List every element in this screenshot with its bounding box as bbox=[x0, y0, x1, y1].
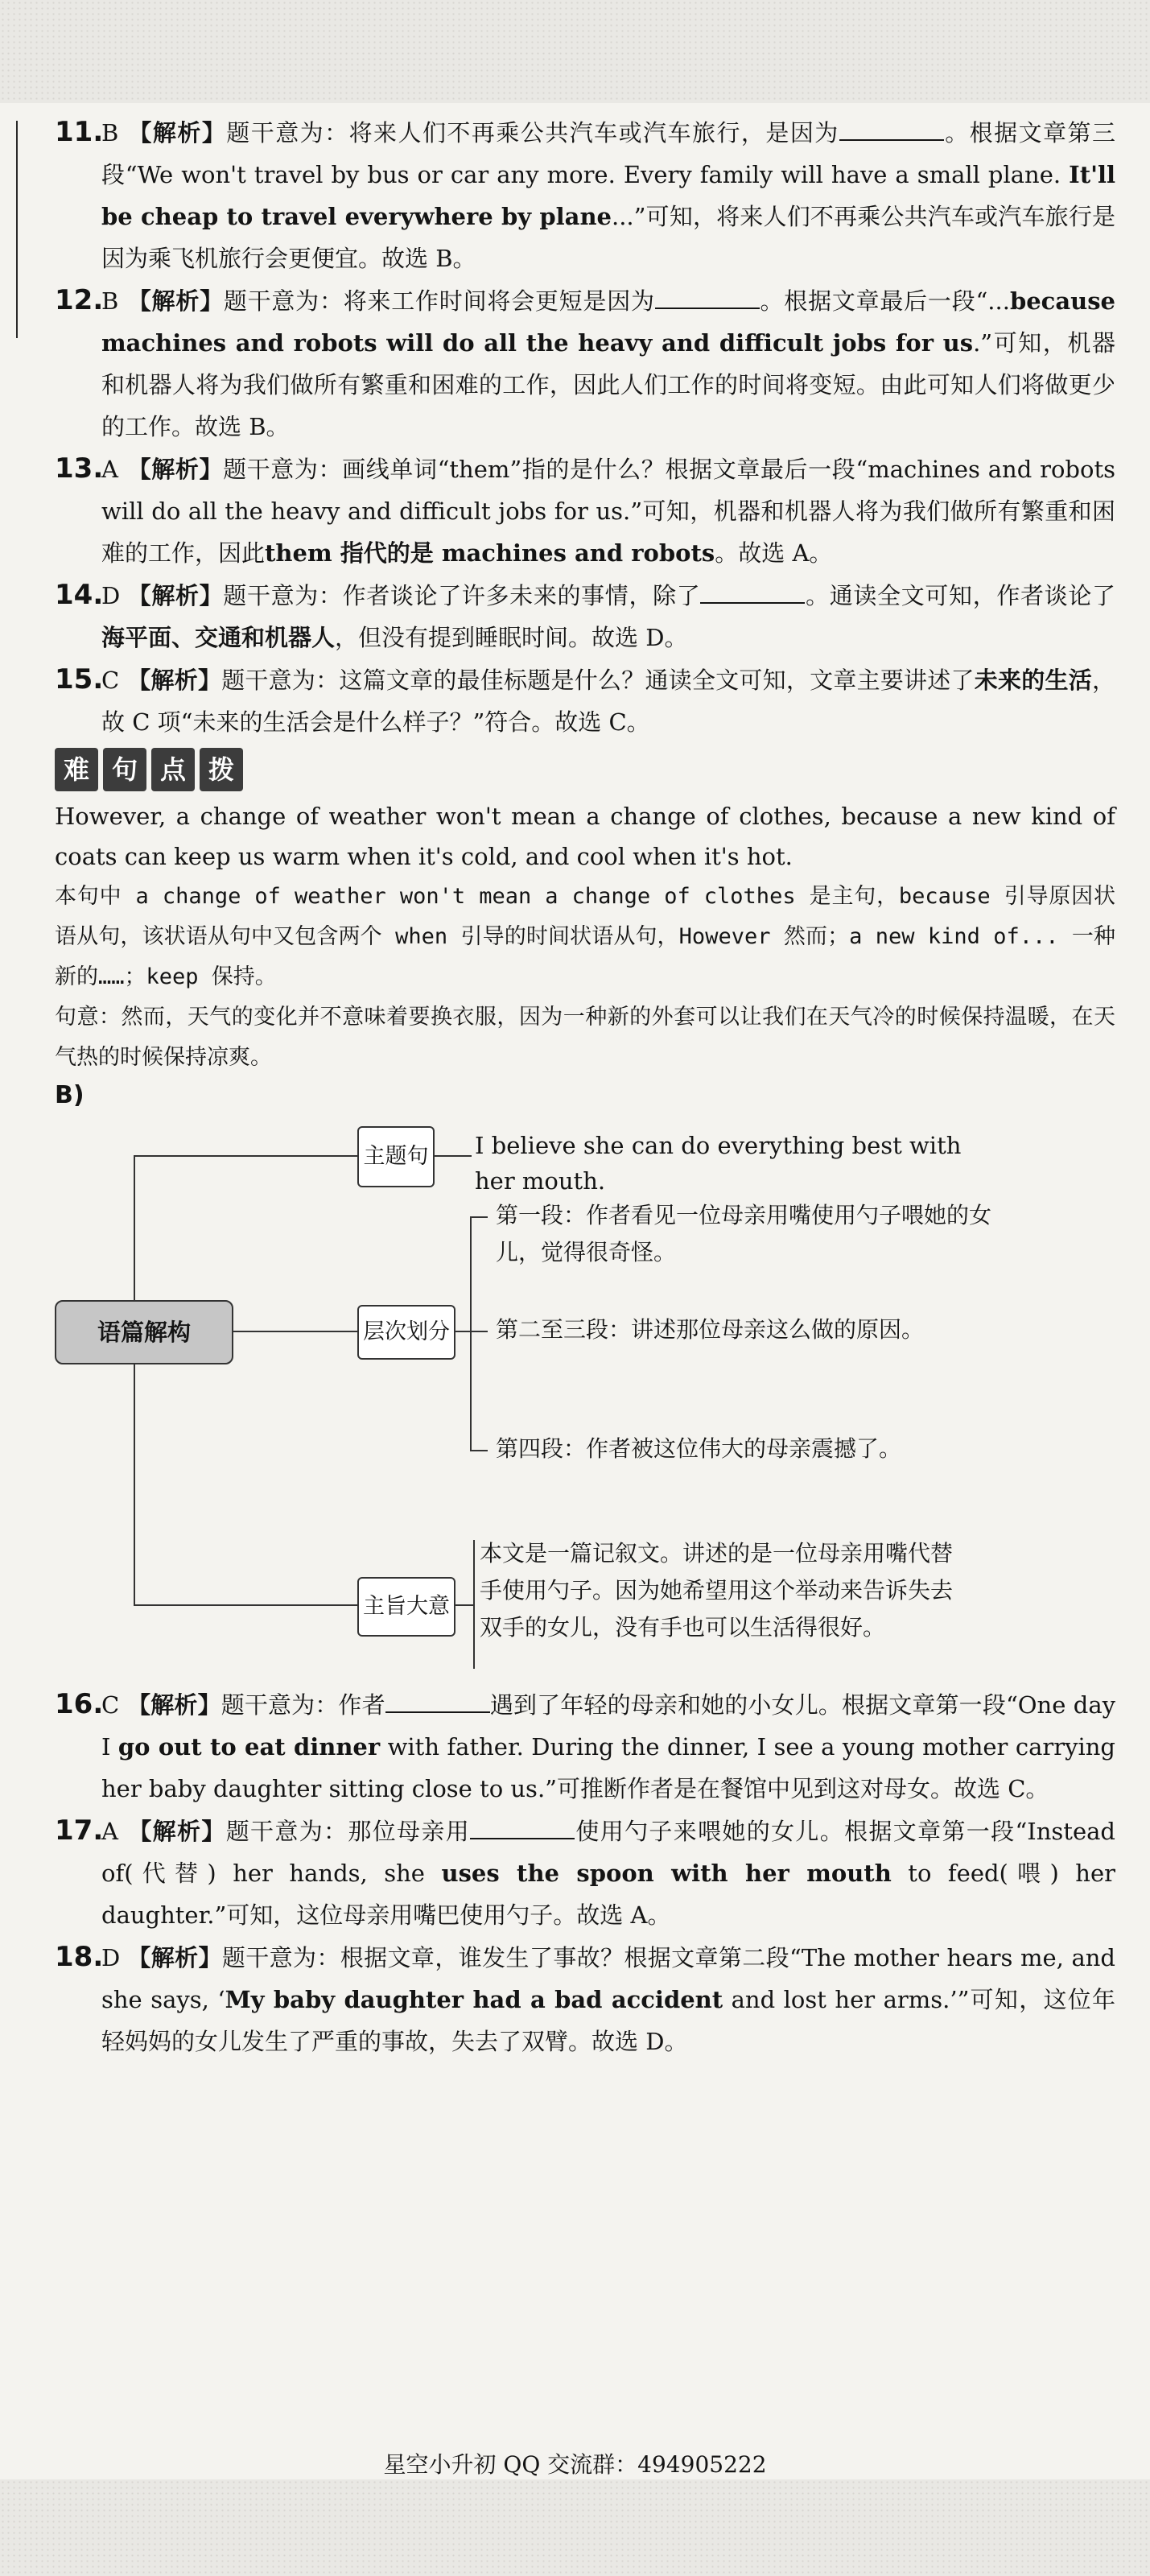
question-15 bbox=[55, 658, 1115, 743]
level-2-text: 第二至三段：讲述那位母亲这么做的原因。 bbox=[496, 1316, 925, 1343]
hard-sentence-text: However, a change of weather won't mean a change of clothes, because a new kind of coats can keep us warm when it's cold, and cool when it's hot. bbox=[55, 803, 1115, 870]
key-phrase: because machines and robots will do all the heavy and difficult jobs for us bbox=[101, 287, 1115, 357]
answer-letter: D bbox=[101, 582, 121, 609]
answer-letter: C bbox=[101, 667, 120, 694]
analysis-text: 题干意为：根据文章，谁发生了事故？根据文章第二段“The mother hears me, and she says, ‘ bbox=[101, 1944, 1115, 2013]
heading-char: 拨 bbox=[200, 748, 243, 791]
branch-line-main bbox=[134, 1604, 359, 1606]
analysis-text: 题干意为：作者谈论了许多未来的事情，除了 bbox=[223, 582, 701, 609]
discourse-structure-diagram bbox=[55, 1113, 1115, 1683]
question-number: 12. bbox=[55, 284, 104, 316]
hard-sentence-section bbox=[55, 796, 1115, 1078]
analysis-text: 使用勺子来喂她的女儿。根据文章第一段“Instead of(代替) her hands, she bbox=[101, 1818, 1115, 1887]
fill-blank bbox=[839, 118, 944, 141]
analysis-tag: 【解析】 bbox=[127, 582, 224, 609]
question-number: 15. bbox=[55, 663, 104, 696]
analysis-tag: 【解析】 bbox=[127, 119, 227, 147]
main-idea-node: 主旨大意 bbox=[357, 1577, 455, 1637]
question-number: 16. bbox=[55, 1688, 104, 1720]
analysis-text: 题干意为：那位母亲用 bbox=[225, 1818, 471, 1845]
analysis-tag: 【解析】 bbox=[127, 287, 224, 315]
analysis-text: ...”可知，将来人们不再乘公共汽车或汽车旅行是因为乘飞机旅行会更便宜。故选 B。 bbox=[101, 203, 1115, 272]
analysis-tag: 【解析】 bbox=[127, 1691, 221, 1719]
key-phrase: uses the spoon with her mouth bbox=[441, 1860, 892, 1887]
fill-blank bbox=[700, 581, 805, 604]
key-phrase: My baby daughter had a bad accident bbox=[225, 1986, 723, 2013]
scan-bottom-band bbox=[0, 2479, 1150, 2576]
answer-letter: A bbox=[101, 456, 118, 483]
root-node: 语篇解构 bbox=[55, 1300, 233, 1364]
analysis-text: 题干意为：作者 bbox=[221, 1691, 385, 1719]
answer-letter: B bbox=[101, 287, 119, 315]
topic-node: 主题句 bbox=[357, 1126, 435, 1187]
question-13 bbox=[55, 448, 1115, 574]
answer-letter: D bbox=[101, 1944, 121, 1971]
question-17 bbox=[55, 1810, 1115, 1936]
levels-node: 层次划分 bbox=[357, 1305, 455, 1360]
answer-letter: B bbox=[101, 119, 119, 147]
question-16 bbox=[55, 1683, 1115, 1810]
key-phrase: go out to eat dinner bbox=[117, 1733, 381, 1761]
analysis-text: 题干意为：这篇文章的最佳标题是什么？通读全文可知，文章主要讲述了 bbox=[221, 667, 975, 694]
question-number: 13. bbox=[55, 452, 104, 485]
analysis-text: 遇到了年轻的母亲和她的小女儿。根据文章第一段“One day I bbox=[101, 1691, 1115, 1761]
key-phrase: It'll be cheap to travel everywhere by plane bbox=[101, 161, 1115, 230]
heading-char: 难 bbox=[55, 748, 98, 791]
branch-line-levels bbox=[230, 1331, 359, 1332]
analysis-tag: 【解析】 bbox=[127, 667, 222, 694]
hard-sentence-analysis: 本句中 a change of weather won't mean a change of clothes 是主句，because 引导原因状语从句，该状语从句中又包含两个 when 引导的时间状语从句，However 然而；a new kind of... 一种新的……；keep 保持。 bbox=[55, 884, 1115, 989]
question-14 bbox=[55, 574, 1115, 658]
hard-sentence-meaning: 句意：然而，天气的变化并不意味着要换衣服，因为一种新的外套可以让我们在天气冷的时候保持温暖，在天气热的时候保持凉爽。 bbox=[55, 1005, 1115, 1070]
question-11 bbox=[55, 111, 1115, 279]
answer-letter: A bbox=[101, 1818, 118, 1845]
main-bracket bbox=[473, 1540, 475, 1669]
fill-blank bbox=[655, 287, 760, 309]
level-1-text: 第一段：作者看见一位母亲用嘴使用勺子喂她的女儿，觉得很奇怪。 bbox=[496, 1202, 992, 1265]
analysis-tag: 【解析】 bbox=[127, 456, 224, 483]
hard-sentence-heading bbox=[55, 748, 1115, 791]
answer-page bbox=[55, 111, 1115, 2062]
analysis-text: 。通读全文可知，作者谈论了 bbox=[805, 582, 1115, 609]
question-number: 17. bbox=[55, 1814, 104, 1847]
key-phrase: 未来的生活 bbox=[974, 667, 1092, 694]
analysis-text: 。故选 A。 bbox=[715, 539, 833, 567]
analysis-text: .”可知，机器和机器人将为我们做所有繁重和困难的工作，因此人们工作的时间将变短。由此可知人们将做更少的工作。故选 B。 bbox=[101, 329, 1116, 440]
levels-bracket bbox=[470, 1216, 472, 1451]
analysis-text: 题干意为：将来人们不再乘公共汽车或汽车旅行，是因为 bbox=[226, 119, 839, 147]
scan-top-band bbox=[0, 0, 1150, 103]
analysis-text: ，故 C 项“未来的生活会是什么样子？”符合。故选 C。 bbox=[101, 667, 1115, 736]
analysis-text: 题干意为：将来工作时间将会更短是因为 bbox=[223, 287, 655, 315]
analysis-text: 。根据文章最后一段“... bbox=[759, 287, 1010, 315]
analysis-text: to feed(喂) her daughter.”可知，这位母亲用嘴巴使用勺子。故选 A。 bbox=[101, 1860, 1115, 1929]
analysis-text: 。根据文章第三段“We won't travel by bus or car any more. Every family will have a small plane. bbox=[101, 119, 1115, 188]
trunk-line bbox=[134, 1155, 135, 1606]
analysis-text: 题干意为：画线单词“them”指的是什么？根据文章最后一段“machines and robots will do all the heavy and difficult jobs for us.”可知，机器和机器人将为我们做所有繁重和困难的工作，因此 bbox=[101, 456, 1115, 567]
key-phrase: 海平面、交通和机器人 bbox=[101, 624, 336, 651]
branch-line-topic bbox=[134, 1155, 359, 1157]
question-18 bbox=[55, 1936, 1115, 2062]
analysis-text: with father. During the dinner, I see a young mother carrying her baby daughter sitting close to us.”可推断作者是在餐馆中见到这对母女。故选 C。 bbox=[101, 1733, 1115, 1802]
bracket-tick-1 bbox=[470, 1216, 488, 1218]
question-number: 18. bbox=[55, 1941, 104, 1973]
main-idea-text: 本文是一篇记叙文。讲述的是一位母亲用嘴代替手使用勺子。因为她希望用这个举动来告诉失去双手的女儿，没有手也可以生活得很好。 bbox=[480, 1540, 954, 1641]
section-b-label: B) bbox=[55, 1081, 84, 1109]
key-phrase: them 指代的是 machines and robots bbox=[265, 539, 715, 567]
footer-text: 星空小升初 QQ 交流群：494905222 bbox=[383, 2451, 767, 2478]
bracket-tick-2 bbox=[470, 1331, 488, 1332]
answer-letter: C bbox=[101, 1691, 120, 1719]
analysis-text: and lost her arms.’”可知，这位年轻妈妈的女儿发生了严重的事故，失去了双臂。故选 D。 bbox=[101, 1986, 1115, 2055]
heading-char: 点 bbox=[151, 748, 195, 791]
analysis-tag: 【解析】 bbox=[127, 1944, 222, 1971]
bracket-tick-3 bbox=[470, 1450, 488, 1451]
topic-sentence-text: I believe she can do everything best with her mouth. bbox=[475, 1132, 962, 1195]
fill-blank bbox=[385, 1690, 490, 1713]
analysis-text: ，但没有提到睡眠时间。故选 D。 bbox=[335, 624, 688, 651]
question-12 bbox=[55, 279, 1116, 448]
question-number: 14. bbox=[55, 579, 104, 611]
heading-char: 句 bbox=[103, 748, 146, 791]
margin-rule bbox=[16, 121, 18, 338]
question-number: 11. bbox=[55, 116, 104, 148]
topic-connector bbox=[433, 1155, 472, 1157]
level-3-text: 第四段：作者被这位伟大的母亲震撼了。 bbox=[496, 1435, 902, 1462]
analysis-tag: 【解析】 bbox=[127, 1818, 226, 1845]
fill-blank bbox=[470, 1817, 575, 1839]
